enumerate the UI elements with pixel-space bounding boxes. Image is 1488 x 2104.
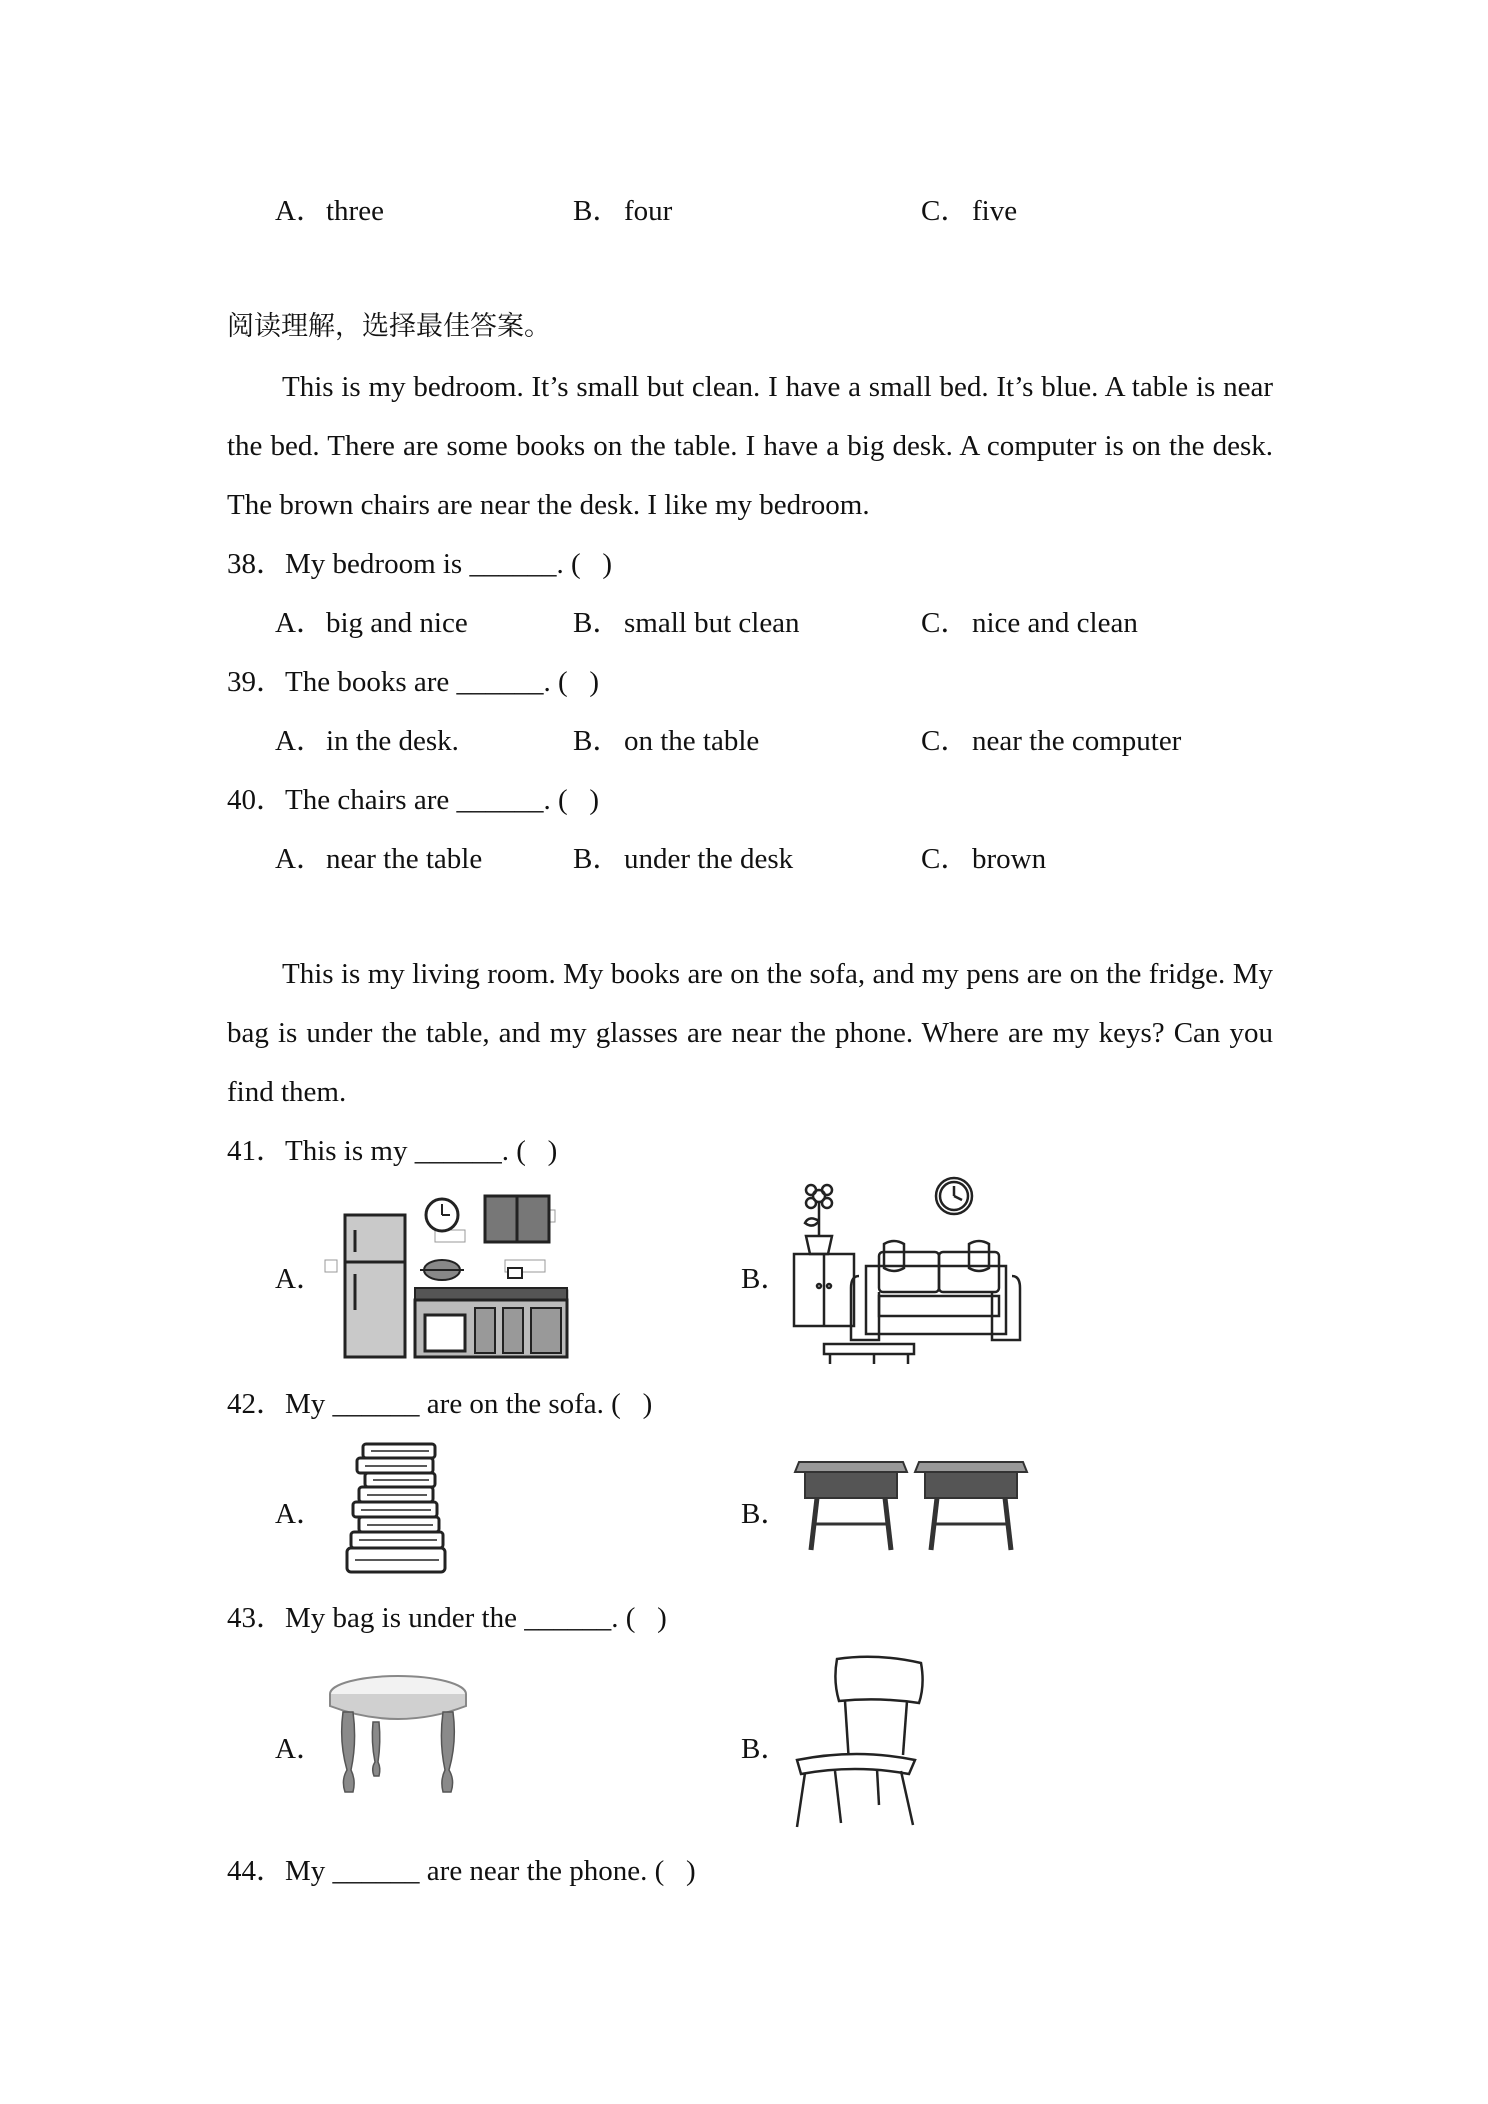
- question-41-option-b-label[interactable]: B．: [741, 1263, 790, 1295]
- question-39-stem: 39．The books are ______. ( ): [227, 666, 600, 698]
- living-room-illustration[interactable]: [784, 1176, 1014, 1366]
- question-42-option-b-label[interactable]: B．: [741, 1498, 790, 1530]
- question-42-stem: 42．My ______ are on the sofa. ( ): [227, 1388, 653, 1420]
- question-39-option-b[interactable]: B．on the table: [573, 725, 760, 757]
- prev-option-b: B．four: [573, 195, 673, 227]
- chair-svg: [795, 1655, 930, 1830]
- question-40-option-c[interactable]: C．brown: [921, 843, 1047, 875]
- kitchen-illustration[interactable]: [325, 1190, 570, 1360]
- prev-option-c: C．five: [921, 195, 1018, 227]
- question-40-option-b[interactable]: B．under the desk: [573, 843, 794, 875]
- living-room-svg: [784, 1176, 1014, 1366]
- question-43-option-b-label[interactable]: B．: [741, 1733, 790, 1765]
- question-39-option-a[interactable]: A．in the desk.: [275, 725, 459, 757]
- question-40-option-a[interactable]: A．near the table: [275, 843, 483, 875]
- question-38-stem: 38．My bedroom is ______. ( ): [227, 548, 613, 580]
- reading-passage-2: This is my living room. My books are on the sofa, and my pens are on the fridge. My bag is under the table, and my glasses are near the phone. Where are my keys? Can you find them.: [227, 958, 1273, 1108]
- prev-option-a: A．three: [275, 195, 384, 227]
- round-table-svg: [325, 1672, 475, 1812]
- question-39-option-c[interactable]: C．near the computer: [921, 725, 1182, 757]
- books-stack-illustration[interactable]: [345, 1440, 455, 1580]
- section-heading: 阅读理解，选择最佳答案。: [227, 311, 551, 342]
- question-44-stem: 44．My ______ are near the phone. ( ): [227, 1855, 696, 1887]
- question-43-stem: 43．My bag is under the ______. ( ): [227, 1602, 667, 1634]
- school-desks-svg: [795, 1452, 1035, 1562]
- question-38-option-b[interactable]: B．small but clean: [573, 607, 800, 639]
- books-stack-svg: [345, 1440, 455, 1580]
- kitchen-svg: [325, 1190, 570, 1360]
- question-38-option-a[interactable]: A．big and nice: [275, 607, 468, 639]
- question-41-option-a-label[interactable]: A．: [275, 1263, 325, 1295]
- reading-passage-1: This is my bedroom. It’s small but clean. I have a small bed. It’s blue. A table is near the bed. There are some books on the table. I have a big desk. A computer is on the desk. The brown chairs are near the desk. I like my bedroom.: [227, 371, 1273, 521]
- question-40-stem: 40．The chairs are ______. ( ): [227, 784, 600, 816]
- question-41-stem: 41．This is my ______. ( ): [227, 1135, 558, 1167]
- question-43-option-a-label[interactable]: A．: [275, 1733, 325, 1765]
- question-42-option-a-label[interactable]: A．: [275, 1498, 325, 1530]
- round-table-illustration[interactable]: [325, 1672, 475, 1812]
- question-38-option-c[interactable]: C．nice and clean: [921, 607, 1138, 639]
- school-desks-illustration[interactable]: [795, 1452, 1035, 1562]
- chair-illustration[interactable]: [795, 1655, 930, 1830]
